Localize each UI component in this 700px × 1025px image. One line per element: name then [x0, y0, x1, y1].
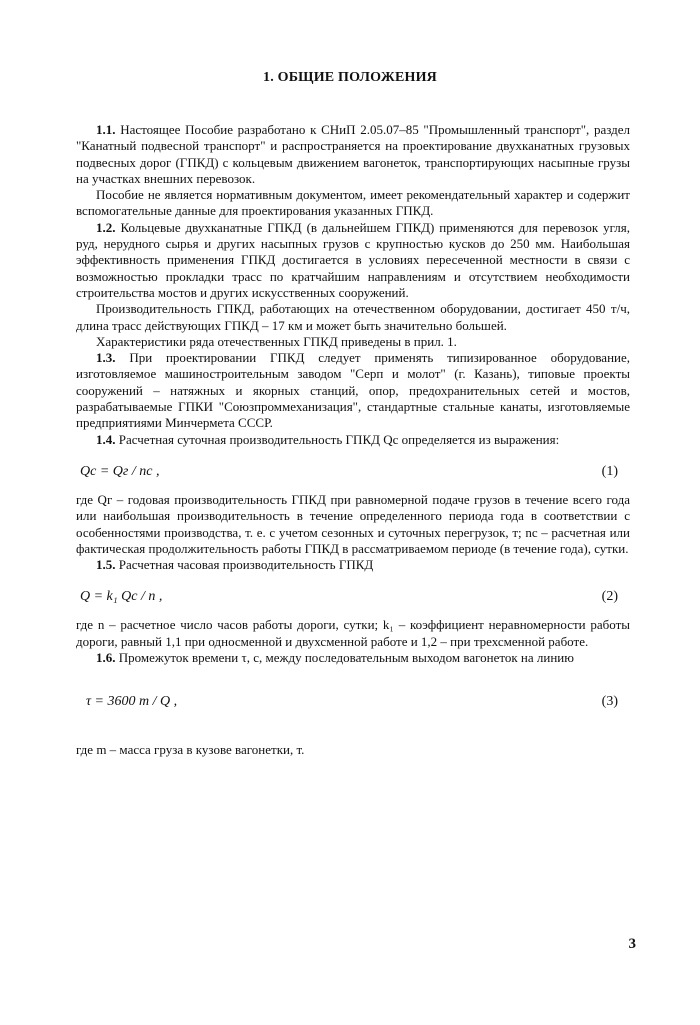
paragraph-1-3	[76, 350, 630, 431]
page-number: 3	[628, 936, 636, 952]
formula-3	[76, 694, 630, 714]
formula-expression: Qс = Qг / nс ,	[80, 463, 160, 479]
paragraph-1-2	[76, 220, 630, 301]
paragraph-text: Расчетная часовая производительность ГПКД	[118, 557, 374, 573]
formula-2	[76, 589, 630, 609]
paragraph-text: Пособие не является нормативным документом, имеет рекомендательный характер и содержит вспомогательные данные для проектирования указанных ГПКД.	[76, 187, 630, 219]
paragraph-text: где m – масса груза в кузове вагонетки, т.	[76, 742, 305, 758]
formula-number: (3)	[601, 694, 618, 710]
formula-2-explanation	[76, 617, 630, 650]
paragraph-number: 1.3.	[96, 350, 116, 366]
paragraph-number: 1.1.	[96, 122, 116, 137]
paragraph-1-2-c	[76, 334, 630, 350]
formula-number: (1)	[601, 463, 618, 479]
section-title: 1. ОБЩИЕ ПОЛОЖЕНИЯ	[263, 70, 437, 85]
formula-expression: Q = k₁ Qс / n ,	[80, 589, 163, 605]
formula-1	[76, 464, 630, 484]
formula-number: (2)	[601, 589, 618, 605]
formula-expression: τ = 3600 m / Q ,	[86, 694, 178, 710]
paragraph-1-4	[76, 432, 630, 448]
paragraph-1-2-b	[76, 301, 630, 334]
paragraph-number: 1.4.	[96, 431, 116, 447]
paragraph-text: При проектировании ГПКД следует применять типизированное оборудование, изготовляемое машиностроительным заводом "Серп и молот" (г. Казань), типовые проекты сооружений – натяжных и якорных станций, опор, предохранительных сетей и мостов, разрабатываемые ГПКИ "Союзпроммеханизация", стандартные стальные канаты, изготовляемые предприятиями Минчермета СССР.	[76, 350, 631, 431]
paragraph-number: 1.2.	[96, 219, 116, 235]
paragraph-text: Расчетная суточная производительность ГПКД Qс определяется из выражения:	[118, 431, 560, 447]
paragraph-1-6	[76, 650, 630, 666]
paragraph-number: 1.5.	[96, 557, 116, 573]
paragraph-text: Производительность ГПКД, работающих на отечественном оборудовании, достигает 450 т/ч, длина трасс действующих ГПКД – 17 км и может быть значительно большей.	[76, 301, 630, 333]
formula-1-explanation	[76, 492, 630, 557]
document-body	[76, 122, 630, 759]
paragraph-number: 1.6.	[96, 650, 116, 666]
formula-3-explanation	[76, 742, 630, 758]
paragraph-text: Промежуток времени τ, с, между последовательным выходом вагонеток на линию	[118, 650, 574, 666]
paragraph-1-1	[76, 122, 630, 187]
paragraph-1-5	[76, 557, 630, 573]
paragraph-text: Настоящее Пособие разработано к СНиП 2.05.07–85 "Промышленный транспорт", раздел "Канатный подвесной транспорт" и распространяется на проектирование двухканатных грузовых подвесных дорог (ГПКД) с кольцевым движением вагонеток, транспортирующих насыпные грузы на участках внешних перевозок.	[76, 122, 631, 186]
paragraph-text: где Qг – годовая производительность ГПКД при равномерной подаче грузов в течение всего года или наибольшая производительность в течение определенного периода года в соответствии с особенностями производства, т. е. с учетом сезонных и суточных перегрузок, т; nс – расчетная или фактическая продолжительность работы ГПКД в рассматриваемом периоде (в течение года), сутки.	[76, 491, 630, 556]
paragraph-1-1-b	[76, 187, 630, 220]
paragraph-text: где n – расчетное число часов работы дороги, сутки; k₁ – коэффициент неравномерности работы дороги, равный 1,1 при односменной и двухсменной работе и 1,2 – при трехсменной работе.	[76, 617, 630, 649]
paragraph-text: Характеристики ряда отечественных ГПКД приведены в прил. 1.	[96, 333, 457, 349]
paragraph-text: Кольцевые двухканатные ГПКД (в дальнейшем ГПКД) применяются для перевозок угля, руд, нерудного сырья и других насыпных грузов с крупностью кусков до 250 мм. Наибольшая эффективность применения ГПКД достигается в условиях пересеченной местности в связи с возможностью прокладки трасс по кратчайшим направлениям и отсутствием необходимости строительства мостов и других искусственных сооружений.	[76, 219, 630, 300]
